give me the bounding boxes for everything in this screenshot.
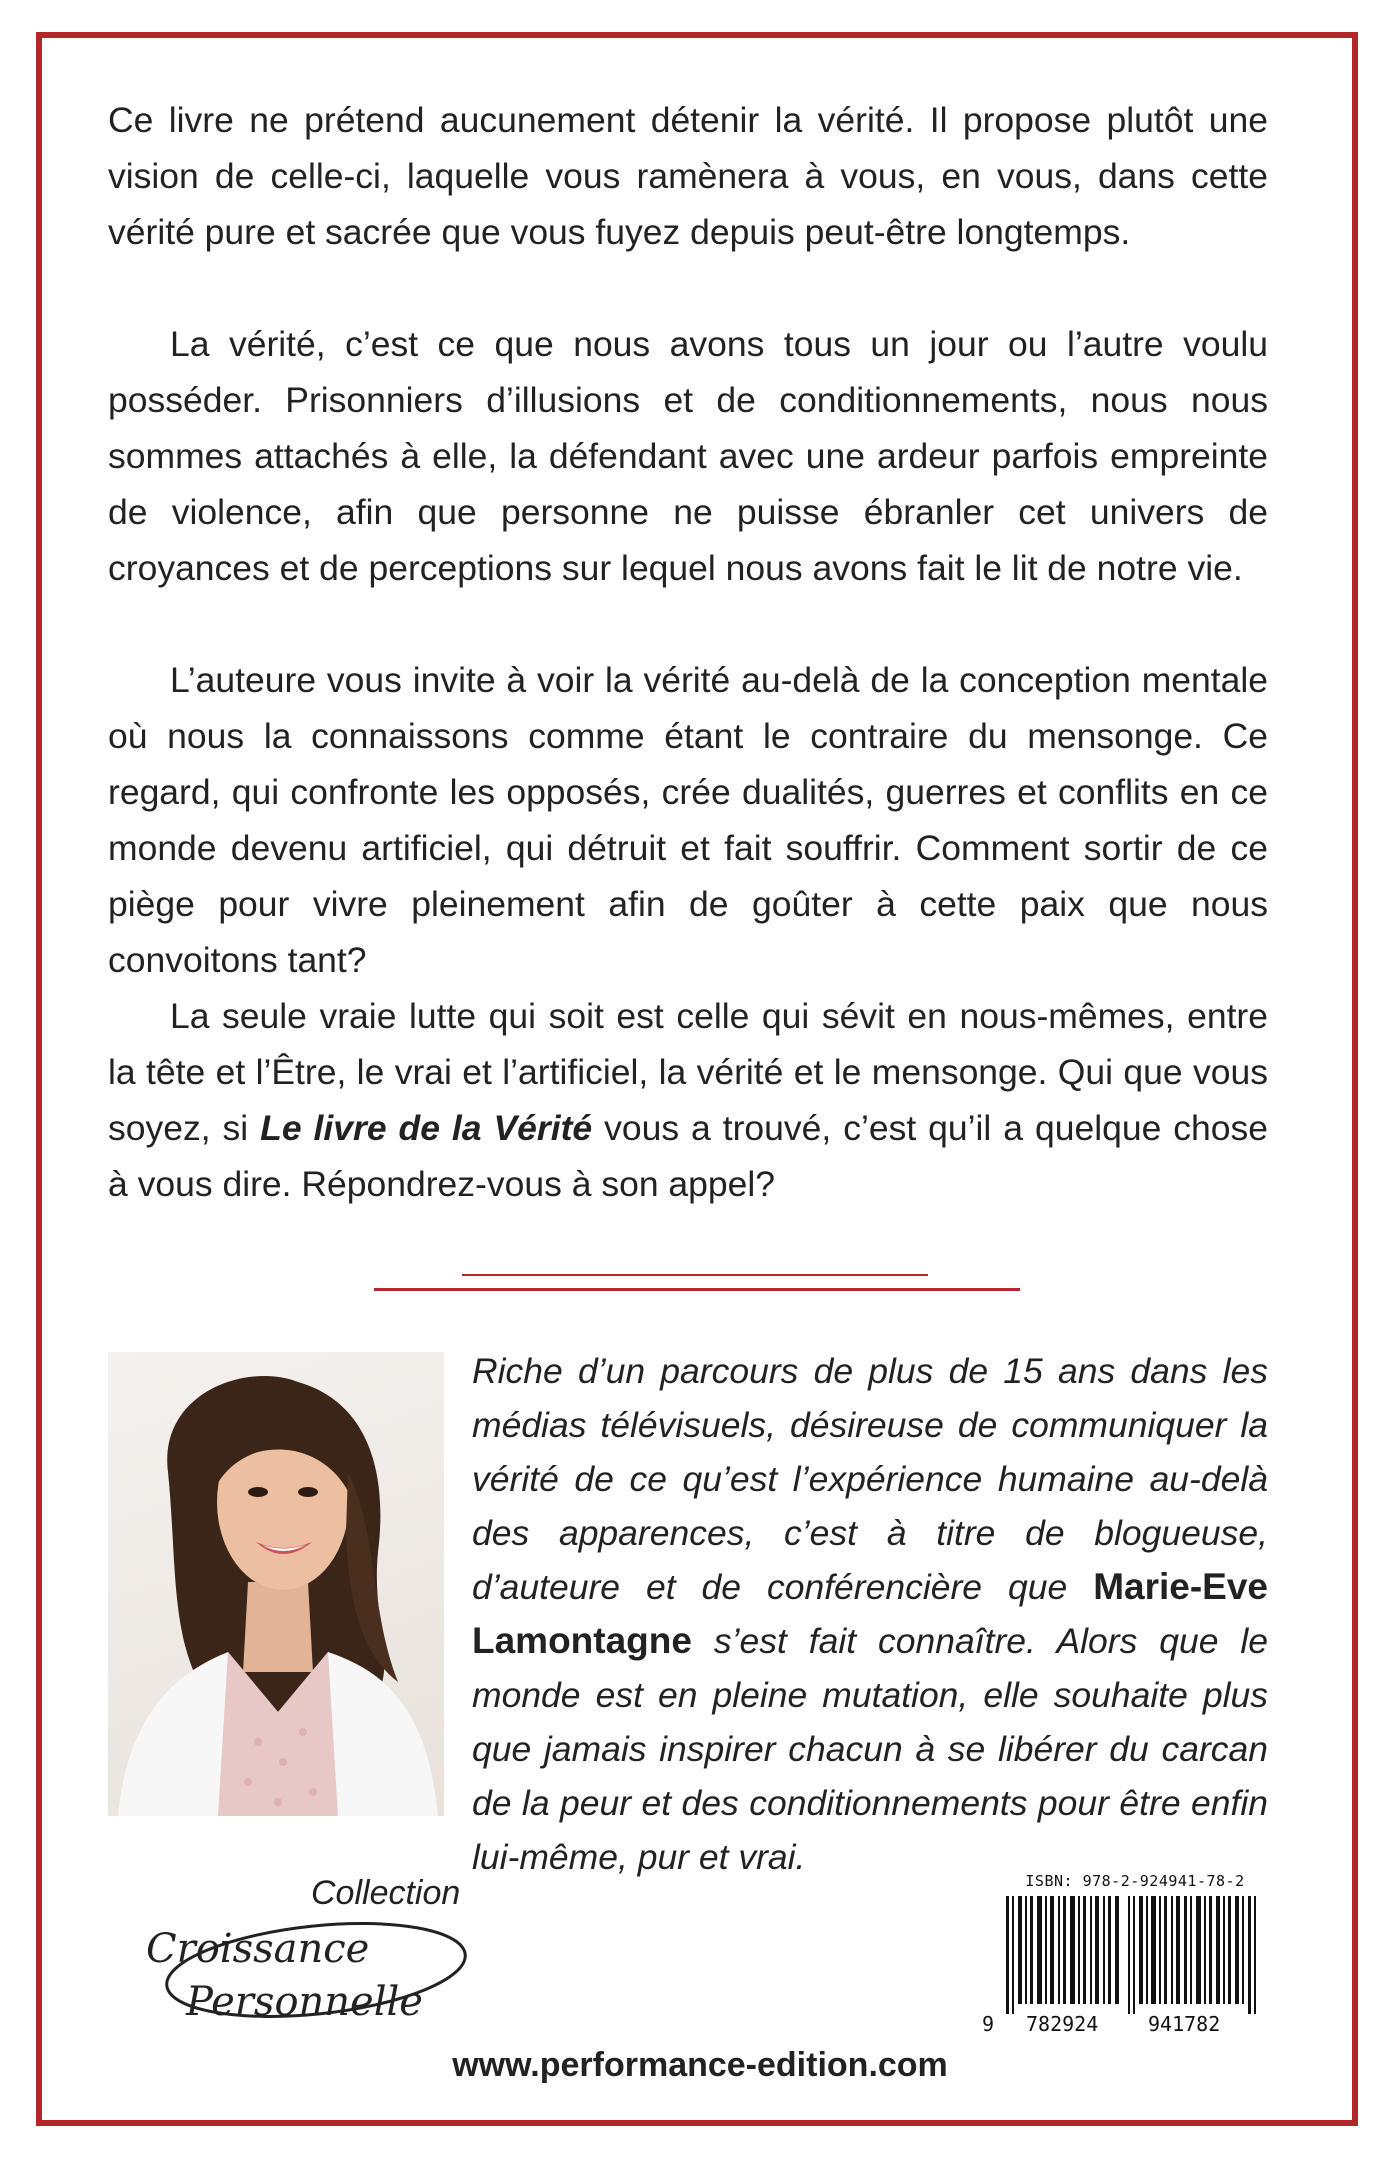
paragraph-truth: La vérité, c’est ce que nous avons tous un jour ou l’autre voulu posséder. Prisonniers d’illusions et de conditionnements, nous nous sommes attachés à elle, la défendant avec une ardeur parfois empreinte de violence, afin que personne ne puisse ébranler cet univers de croyances et de perceptions sur lequel nous avons fait le lit de notre vie.: [108, 324, 1268, 588]
divider-line-bottom: [374, 1288, 1020, 1291]
barcode-digit-first: 9: [982, 2012, 995, 2036]
author-bio: [472, 1344, 1268, 1884]
barcode: [1004, 1896, 1264, 2016]
publisher-website[interactable]: www.performance-edition.com: [452, 2046, 948, 2084]
author-name: Marie-Eve Lamontagne: [472, 1566, 1268, 1661]
paragraph-struggle-part1: La seule vraie lutte qui soit est celle qui sévit en nous-mêmes, entre la tête et l’Être, le vrai et l’artificiel, la vérité et le mensonge. Qui que vous soyez, si: [108, 996, 1268, 1148]
logo-collection-text: Collection: [311, 1874, 461, 1912]
author-bio-part1: Riche d’un parcours de plus de 15 ans dans les médias télévisuels, désireuse de communiquer la vérité de ce qu’est l’expérience humaine au-delà des apparences, c’est à titre de blogueuse, d’auteure et de conférencière que: [472, 1351, 1268, 1607]
paragraph-struggle-part2: vous a trouvé, c’est qu’il a quelque chose à vous dire. Répondrez-vous à son appel?: [108, 1108, 1269, 1204]
paragraph-author-invite: L’auteure vous invite à voir la vérité au-delà de la conception mentale où nous la connaissons comme étant le contraire du mensonge. Ce regard, qui confronte les opposés, crée dualités, guerres et conflits en ce monde devenu artificiel, qui détruit et fait souffrir. Comment sortir de ce piège pour vivre pleinement afin de goûter à cette paix que nous convoitons tant?: [108, 660, 1268, 980]
isbn-label: ISBN: 978-2-924941-78-2: [1025, 1872, 1245, 1890]
logo-croissance-text: Croissance: [146, 1926, 370, 1972]
paragraph-intro: Ce livre ne prétend aucunement détenir la vérité. Il propose plutôt une vision de celle-ci, laquelle vous ramènera à vous, en vous, dans cette vérité pure et sacrée que vous fuyez depuis peut-être longtemps.: [108, 100, 1268, 252]
paragraph-struggle: [108, 988, 1268, 1212]
author-photo: [108, 1352, 444, 1816]
barcode-digits-left: 782924: [1026, 2012, 1099, 2036]
collection-logo: [126, 1870, 506, 2040]
book-title: Le livre de la Vérité: [260, 1108, 593, 1148]
logo-personnelle-text: Personnelle: [186, 1979, 423, 2025]
divider-line-top: [462, 1274, 928, 1276]
barcode-digits-right: 941782: [1148, 2012, 1221, 2036]
author-bio-part2: s’est fait connaître. Alors que le monde est en pleine mutation, elle souhaite plus que jamais inspirer chacun à se libérer du carcan de la peur et des conditionnements pour être enfin lui-même, pur et vrai.: [472, 1621, 1268, 1877]
